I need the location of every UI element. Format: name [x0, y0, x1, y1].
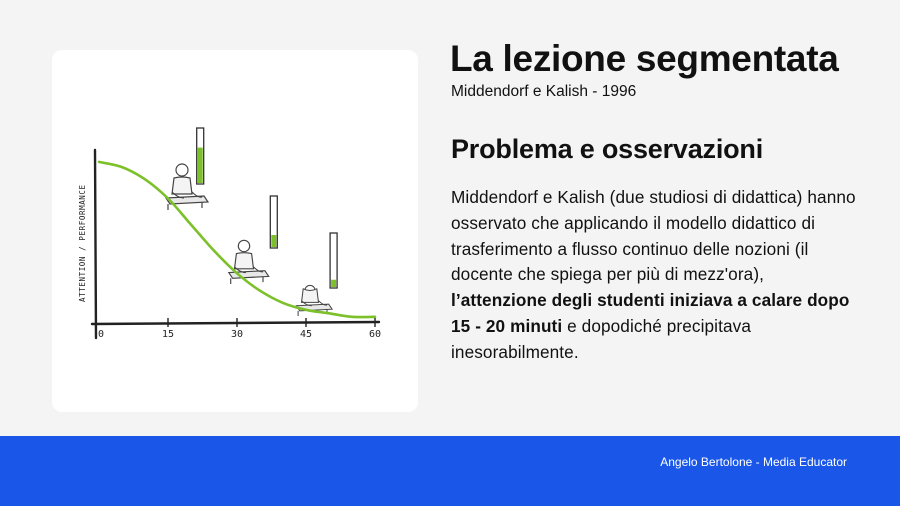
x-tick-label: 45	[299, 329, 313, 340]
section-heading: Problema e osservazioni	[451, 134, 764, 164]
x-tick-label: 30	[230, 329, 244, 340]
y-axis	[95, 150, 96, 338]
slide-subtitle: Middendorf e Kalish - 1996	[451, 83, 637, 100]
body-highlight: l’attenzione degli studenti iniziava a calare dopo 15 - 20 minuti	[451, 290, 850, 336]
attention-chart	[52, 50, 418, 412]
body-outro: e dopodiché precipitava inesorabilmente.	[451, 315, 751, 362]
student-figures	[166, 164, 332, 316]
gauge-fill	[198, 148, 203, 183]
y-axis-label: ATTENTION / PERFORMANCE	[78, 184, 87, 302]
attention-gauges	[197, 128, 337, 288]
chart-card	[52, 50, 418, 412]
body-intro: Middendorf e Kalish (due studiosi di didattica) hanno osservato che applicando il modello didattico di trasferimento a flusso continuo delle nozioni (il docente che spiega per più di mezz'ora),	[451, 187, 856, 285]
slide-title: La lezione segmentata	[450, 38, 839, 79]
x-axis	[92, 322, 379, 324]
body-paragraph	[451, 185, 856, 366]
gauge-fill	[331, 280, 336, 287]
x-tick-label: 60	[368, 329, 382, 340]
student-figure	[229, 240, 269, 284]
footer-author: Angelo Bertolone - Media Educator	[660, 455, 847, 469]
x-tick-label: 15	[161, 329, 175, 340]
footer-bar	[0, 436, 900, 506]
x-tick-label: 0	[98, 329, 105, 340]
gauge-fill	[271, 235, 276, 247]
